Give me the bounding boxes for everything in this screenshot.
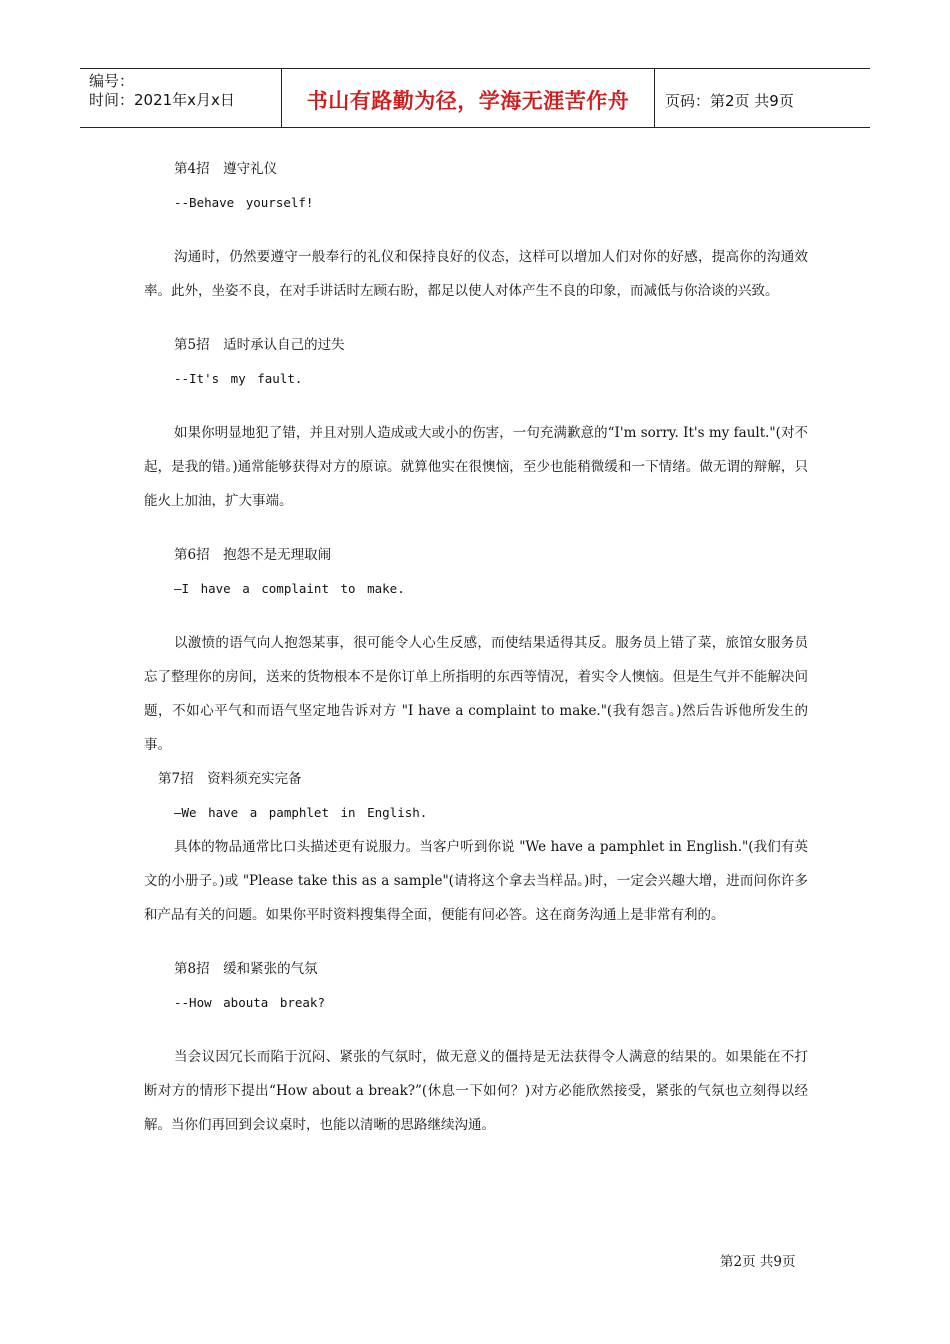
section-heading: 第7招 资料须充实完备 bbox=[158, 771, 302, 787]
section-heading: 第8招 缓和紧张的气氛 bbox=[174, 961, 318, 977]
header-motto: 书山有路勤为径，学海无涯苦作舟 bbox=[281, 69, 655, 127]
page-header bbox=[80, 68, 870, 128]
header-page: 页码：第2页 共9页 bbox=[665, 91, 794, 110]
section-english: —I have a complaint to make. bbox=[174, 581, 405, 596]
section-english: —We have a pamphlet in English. bbox=[174, 805, 428, 820]
section-english: --Behave yourself! bbox=[174, 195, 314, 210]
section-heading: 第5招 适时承认自己的过失 bbox=[174, 337, 345, 353]
page-footer: 第2页 共9页 bbox=[720, 1254, 796, 1270]
section-english: --It's my fault. bbox=[174, 371, 303, 386]
section-body: 以激愤的语气向人抱怨某事，很可能令人心生反感，而使结果适得其反。服务员上错了菜，旅馆女服务员忘了整理你的房间，送来的货物根本不是你订单上所指明的东西等情况，着实令人懊恼。但是生气并不能解决问题，不如心平气和而语气坚定地告诉对方 "I have a complaint to make."(我有怨言。)然后告诉他所发生的事。 bbox=[144, 635, 808, 753]
section-english: --How abouta break? bbox=[174, 995, 325, 1010]
section-body: 如果你明显地犯了错，并且对别人造成或大或小的伤害，一句充满歉意的“I'm sorry. It's my fault."(对不起，是我的错。)通常能够获得对方的原谅。就算他实在很懊恼，至少也能稍微缓和一下情绪。做无谓的辩解，只能火上加油，扩大事端。 bbox=[144, 425, 808, 509]
document-body bbox=[144, 152, 808, 1142]
header-meta bbox=[80, 69, 281, 127]
section-heading: 第4招 遵守礼仪 bbox=[174, 161, 278, 177]
header-time: 时间：2021年x月x日 bbox=[89, 91, 235, 109]
section-heading: 第6招 抱怨不是无理取闹 bbox=[174, 547, 332, 563]
section-body: 当会议因冗长而陷于沉闷、紧张的气氛时，做无意义的僵持是无法获得令人满意的结果的。如果能在不打断对方的情形下提出“How about a break?”(休息一下如何？)对方必能欣然接受，紧张的气氛也立刻得以经解。当你们再回到会议桌时，也能以清晰的思路继续沟通。 bbox=[144, 1049, 808, 1133]
section-body: 具体的物品通常比口头描述更有说服力。当客户听到你说 "We have a pamphlet in English."(我们有英文的小册子。)或 "Please take this as a sample"(请将这个拿去当样品。)时，一定会兴趣大增，进而问你许多和产品有关的问题。如果你平时资料搜集得全面，便能有问必答。这在商务沟通上是非常有利的。 bbox=[144, 839, 808, 923]
section-body: 沟通时，仍然要遵守一般奉行的礼仪和保持良好的仪态，这样可以增加人们对你的好感，提高你的沟通效率。此外，坐姿不良，在对手讲话时左顾右盼，都足以使人对体产生不良的印象，而减低与你洽谈的兴致。 bbox=[144, 249, 808, 299]
header-number: 编号： bbox=[89, 72, 135, 90]
